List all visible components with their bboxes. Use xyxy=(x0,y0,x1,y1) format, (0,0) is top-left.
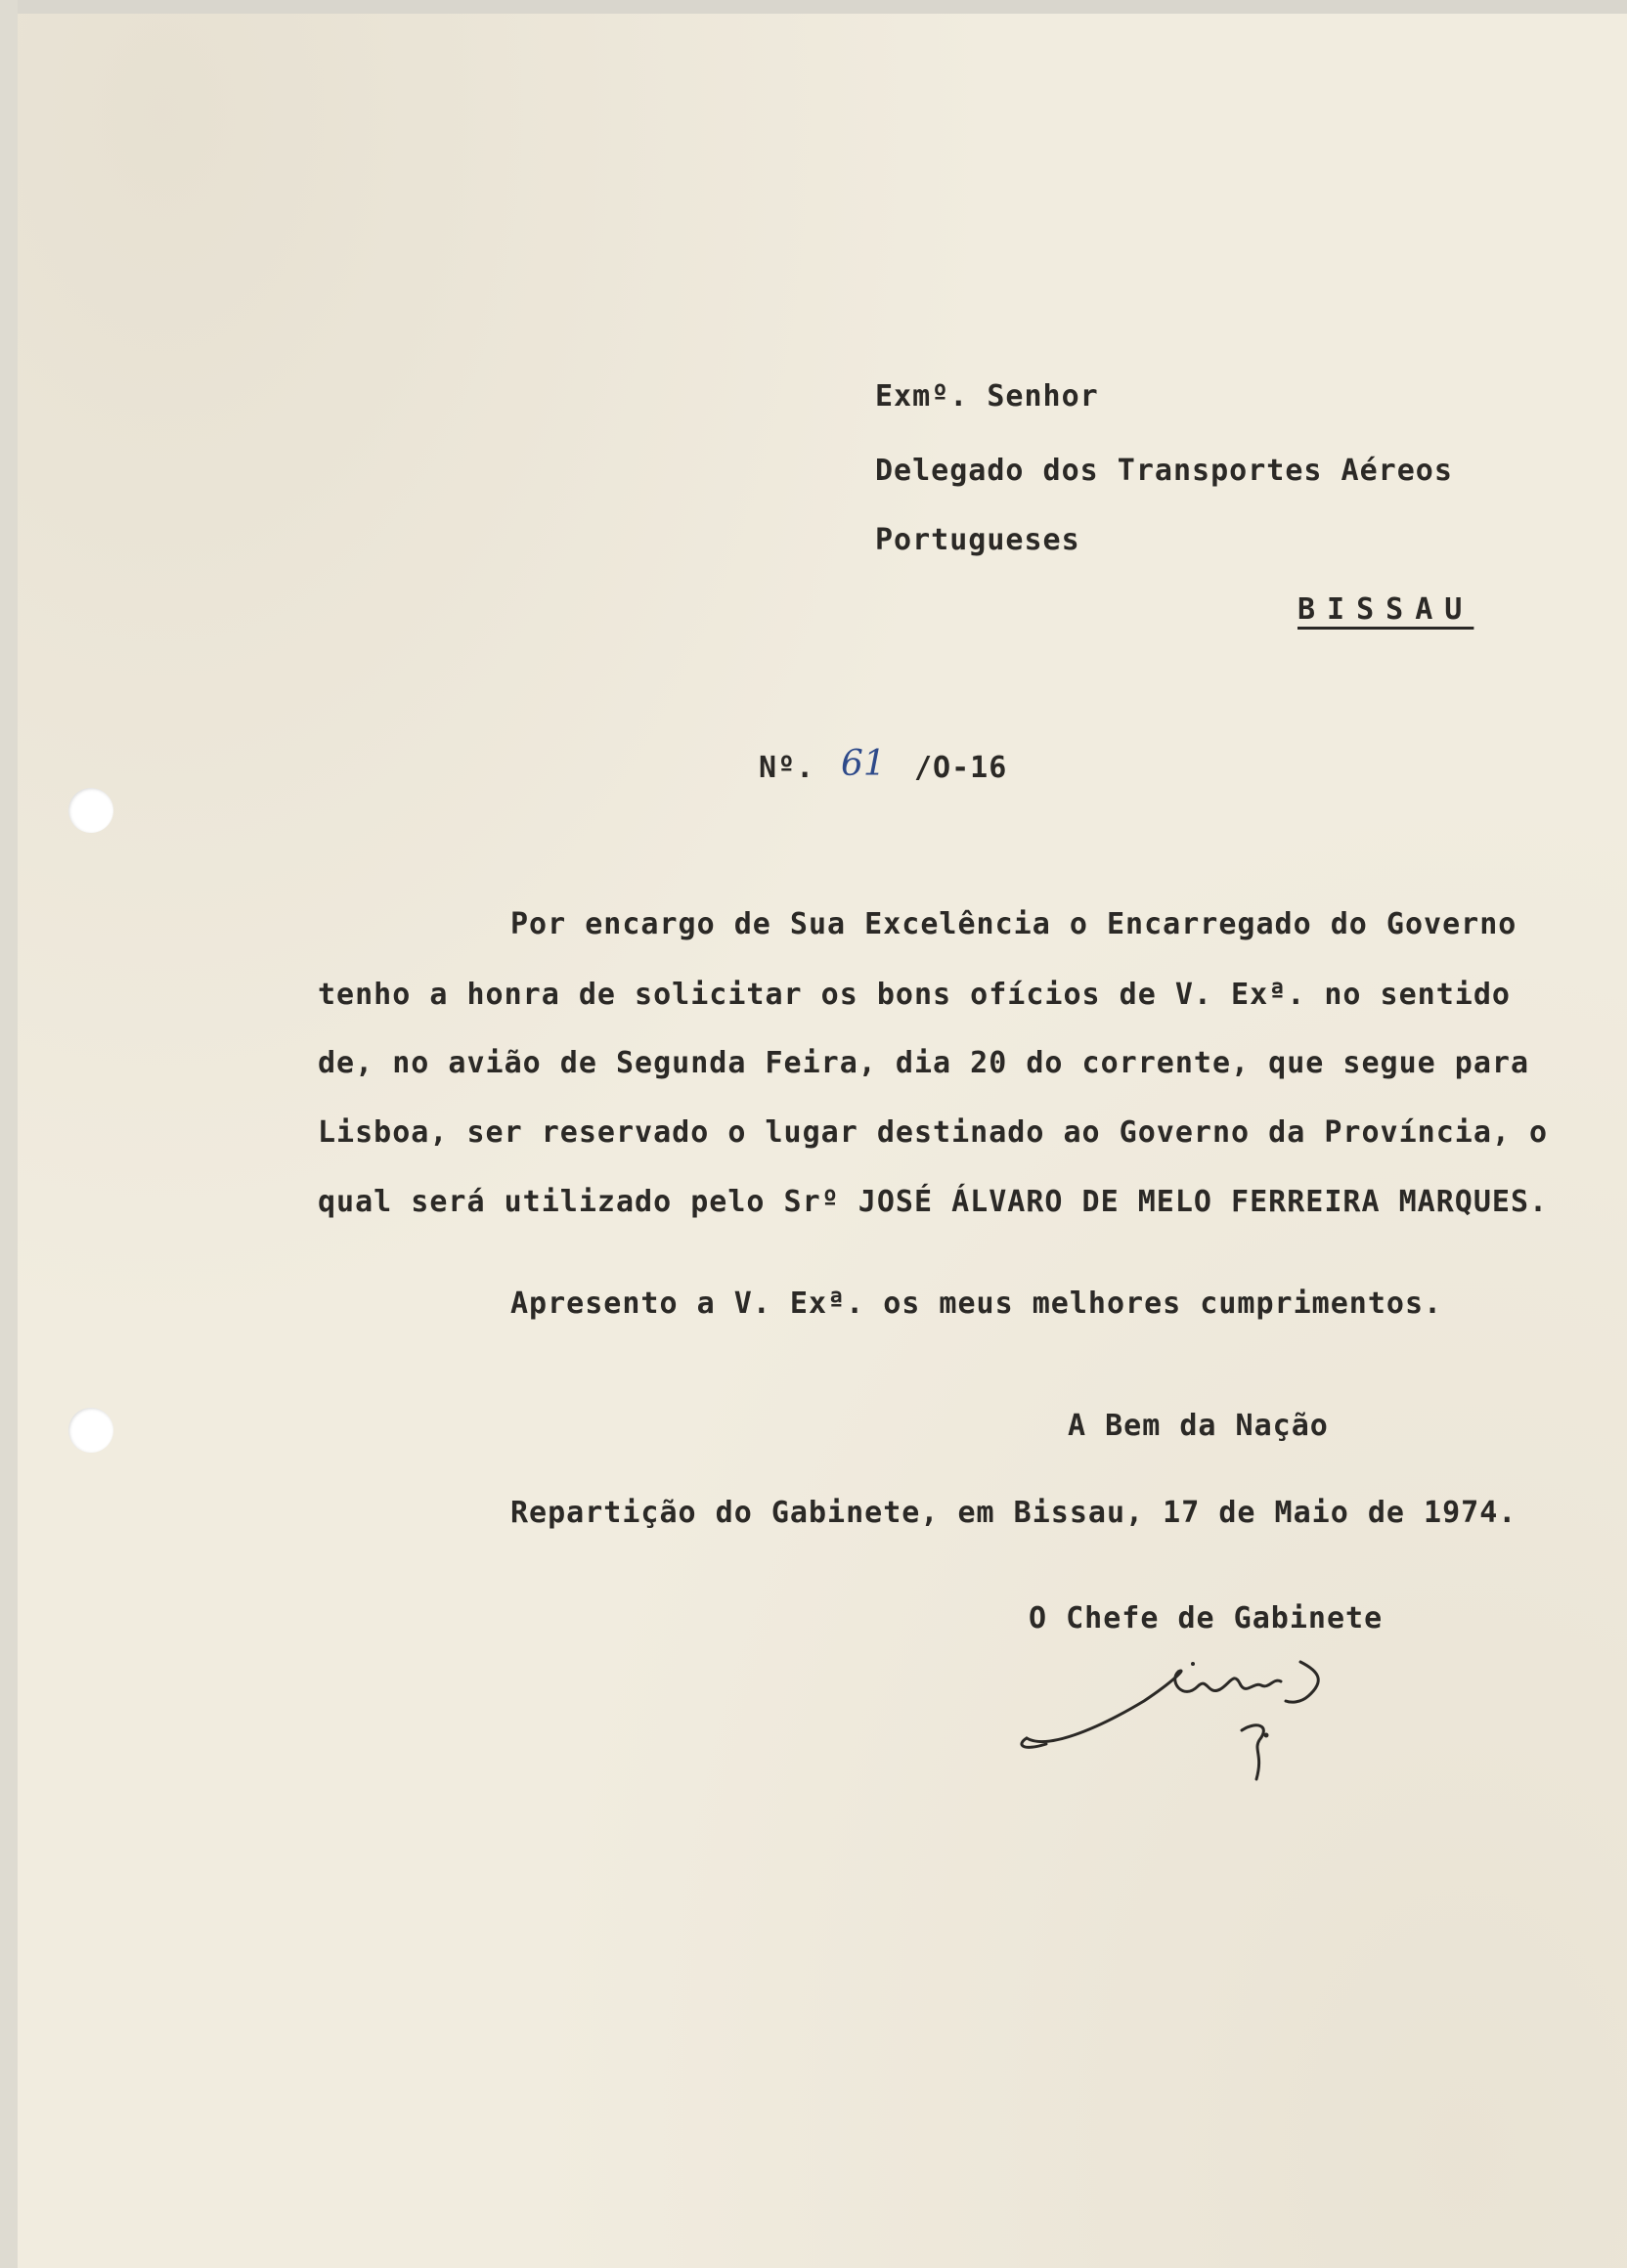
punch-hole xyxy=(68,788,113,833)
reference-prefix: Nº. xyxy=(759,751,815,785)
body-line: Por encargo de Sua Excelência o Encarregado do Governo xyxy=(510,907,1517,941)
city: BISSAU xyxy=(1297,592,1474,627)
handwritten-signature xyxy=(1007,1642,1379,1799)
reference-handwritten-number: 61 xyxy=(841,744,886,784)
body-line: qual será utilizado pelo Srº JOSÉ ÁLVARO DE MELO FERREIRA MARQUES. xyxy=(318,1185,1549,1219)
closing-line: Apresento a V. Exª. os meus melhores cumprimentos. xyxy=(510,1287,1443,1321)
salutation: Exmº. Senhor xyxy=(875,379,1099,414)
scan-edge-left xyxy=(0,0,18,2268)
punch-hole xyxy=(68,1408,113,1453)
body-line: tenho a honra de solicitar os bons ofícios de V. Exª. no sentido xyxy=(318,978,1511,1012)
motto: A Bem da Nação xyxy=(1068,1409,1329,1443)
place-date: Repartição do Gabinete, em Bissau, 17 de Maio de 1974. xyxy=(510,1496,1517,1530)
body-line: Lisboa, ser reservado o lugar destinado ao Governo da Província, o xyxy=(318,1115,1549,1150)
recipient-line: Delegado dos Transportes Aéreos xyxy=(875,454,1453,488)
scan-edge-top xyxy=(0,0,1627,14)
signatory-title: O Chefe de Gabinete xyxy=(1029,1601,1384,1636)
recipient-line: Portugueses xyxy=(875,523,1080,557)
reference-suffix: /O-16 xyxy=(914,751,1008,785)
body-line: de, no avião de Segunda Feira, dia 20 do corrente, que segue para xyxy=(318,1046,1529,1080)
